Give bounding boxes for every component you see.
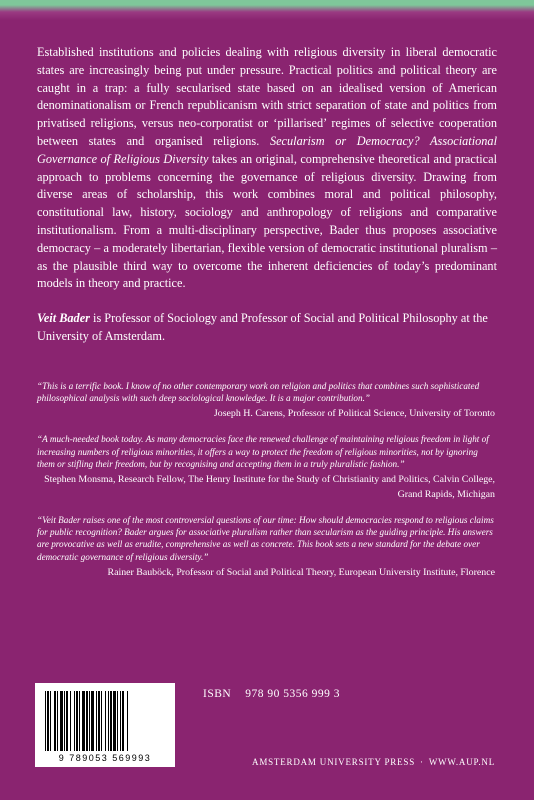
barcode-bar (66, 691, 68, 751)
barcode-bar (50, 691, 51, 751)
author-bio-text: is Professor of Sociology and Professor of Social and Political Philosophy at the University of Amsterdam. (37, 311, 488, 343)
book-title-inline: Secularism or Democracy? Associational Governance of Religious Diversity (37, 133, 497, 166)
isbn-label: ISBN (203, 688, 232, 700)
barcode-bar (76, 691, 78, 751)
barcode-bar (82, 691, 85, 751)
top-color-band (0, 0, 534, 20)
barcode-bar (122, 691, 124, 751)
barcode-bar (105, 691, 106, 751)
barcode-bar (117, 691, 118, 751)
barcode-bar (89, 691, 90, 751)
barcode-bar (57, 691, 58, 751)
description-part-2: takes an original, comprehensive theoretical and practical approach to problems concerning the governance of religious diversity. Drawing from diverse areas of scholarship, this work combines moral and political philosophy, constitutional law, history, sociology and anthropology of religions and comparative institutionalism. From a multi-disciplinary perspective, Bader thus proposes associative democracy – a moderately libertarian, flexible version of democratic institutional pluralism – as the plausible third way to overcome the inherent deficiencies of today’s predominant models in theory and practice. (37, 151, 498, 291)
barcode-bars (43, 691, 167, 751)
barcode-bar (98, 691, 100, 751)
barcode-bar (96, 691, 97, 751)
barcode-bar (64, 691, 65, 751)
description-part-1: Established institutions and policies dealing with religious diversity in liberal democratic states are increasingly being put under pressure. Practical politics and political theory are caught in a trap: a fully secularised state based on an idealised version of American denominationalism or French republicanism with strict separation of state and politics from privatised religions, versus neo-corporatist or ‘pillarised’ regimes of selective cooperation between states and organised religions. (37, 45, 497, 148)
barcode-bar (108, 691, 109, 751)
barcode-bar (91, 691, 94, 751)
barcode-bar (110, 691, 112, 751)
publisher-line (215, 757, 495, 767)
barcode-bar (113, 691, 116, 751)
isbn (203, 688, 340, 700)
author-name: Veit Bader (37, 311, 90, 325)
barcode-bar (74, 691, 75, 751)
publisher-separator: · (420, 757, 424, 767)
barcode-bar (60, 691, 63, 751)
review-quote: “A much-needed book today. As many democracies face the renewed challenge of maintaining religious freedom in light of increasing numbers of religious minorities, it offers a way to protect the freedom of religious minorities, not by ignoring them or stifling their freedom, but by recognising and accepting them in a truly pluralistic fashion.” (37, 434, 489, 469)
review-quote: “Veit Bader raises one of the most controversial questions of our time: How should democracies respond to religious claims for public recognition? Bader argues for associative pluralism rather than secularism as the guiding principle. His answers are provocative as well as erudite, comprehensive as well as concrete. This book sets a new standard for the debate over democratic governance of religious diversity.” (37, 515, 494, 562)
review-item (37, 433, 495, 502)
review-attribution: Rainer Bauböck, Professor of Social and Political Theory, European University Institute, Florence (107, 566, 495, 578)
review-attribution: Stephen Monsma, Research Fellow, The Henry Institute for the Study of Christianity and Politics, Calvin College, Grand Rapids, Michigan (44, 474, 495, 501)
barcode-bar (54, 691, 56, 751)
review-item (37, 380, 495, 421)
review-list (37, 380, 495, 592)
isbn-number: 978 90 5356 999 3 (245, 688, 340, 700)
barcode-bar (86, 691, 88, 751)
book-description (37, 44, 497, 293)
barcode-bar (45, 691, 46, 751)
review-quote: “This is a terrific book. I know of no other contemporary work on religion and politics that combines such sophisticated philosophical analysis with such deep sociological knowledge. It is a major contribution.” (37, 381, 480, 404)
barcode (35, 683, 175, 767)
barcode-bar (127, 691, 128, 751)
barcode-bar (120, 691, 121, 751)
publisher-name: AMSTERDAM UNIVERSITY PRESS (252, 757, 416, 767)
barcode-bar (79, 691, 80, 751)
review-item (37, 514, 495, 580)
barcode-number: 9 789053 569993 (58, 753, 152, 763)
barcode-bar (101, 691, 102, 751)
author-bio (37, 310, 497, 346)
review-attribution: Joseph H. Carens, Professor of Political Science, University of Toronto (213, 408, 495, 420)
publisher-url: WWW.AUP.NL (428, 757, 495, 767)
barcode-bar (70, 691, 71, 751)
barcode-bar (47, 691, 49, 751)
